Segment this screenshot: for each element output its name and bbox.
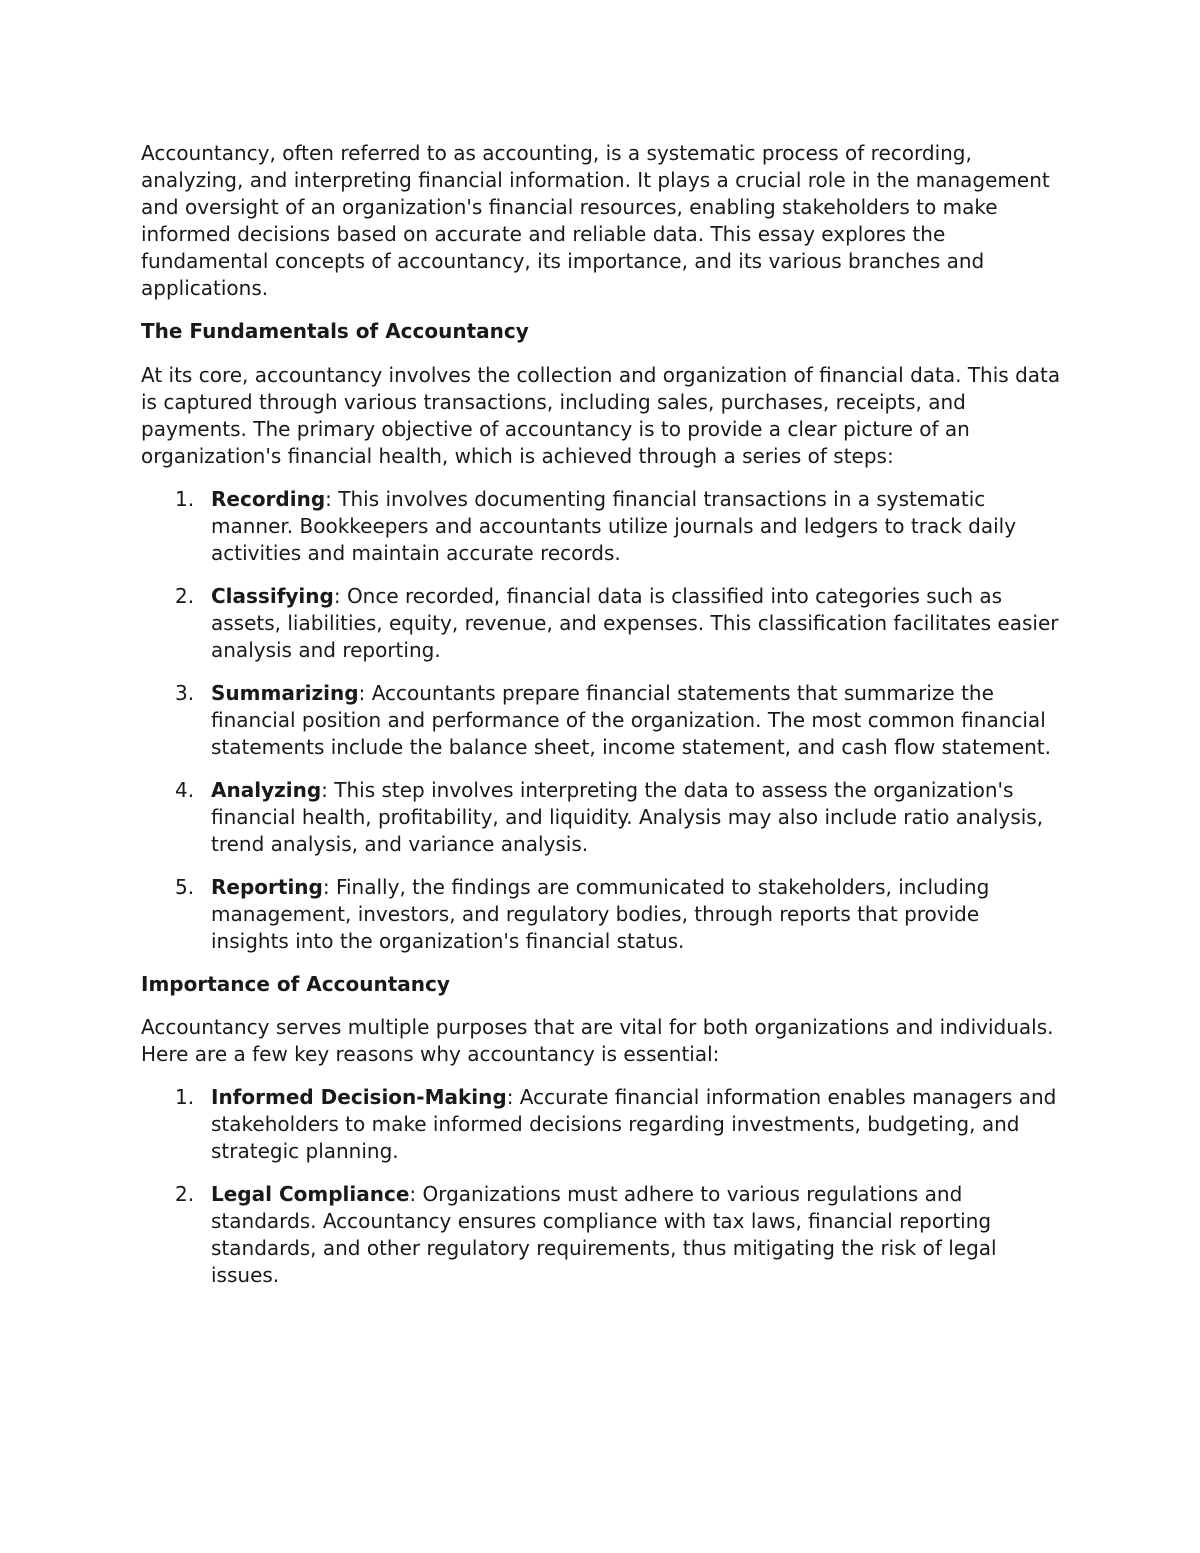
list-item-number: 1. [175, 487, 195, 511]
list-item [141, 1084, 1061, 1165]
list-item [141, 874, 1061, 955]
intro-paragraph: Accountancy, often referred to as accounting, is a systematic process of recording, analyzing, and interpreting financial information. It plays a crucial role in the management and oversight of an organization's financial resources, enabling stakeholders to make informed decisions based on accurate and reliable data. This essay explores the fundamental concepts of accountancy, its importance, and its various branches and applications. [141, 141, 1050, 300]
list-item-term: Analyzing [211, 778, 322, 802]
list-item-term: Legal Compliance [211, 1182, 410, 1206]
list-item-term: Recording [211, 487, 326, 511]
list-item-number: 5. [175, 875, 195, 899]
importance-paragraph: Accountancy serves multiple purposes that are vital for both organizations and individuals. Here are a few key reasons why accountancy is essential: [141, 1015, 1054, 1066]
section-heading-fundamentals: The Fundamentals of Accountancy [141, 319, 529, 343]
document-page [141, 140, 1061, 1289]
list-item [141, 680, 1061, 761]
list-item-term: Informed Decision-Making [211, 1085, 507, 1109]
list-item [141, 777, 1061, 858]
list-item-text: : Finally, the findings are communicated to stakeholders, including management, investors, and regulatory bodies, through reports that provide insights into the organization's financial status. [211, 875, 990, 953]
list-item-text: : Accurate financial information enables managers and stakeholders to make informed decisions regarding investments, budgeting, and strategic planning. [211, 1085, 1057, 1163]
list-item [141, 486, 1061, 567]
list-item-text: : This involves documenting financial transactions in a systematic manner. Bookkeepers and accountants utilize journals and ledgers to track daily activities and maintain accurate records. [211, 487, 1017, 565]
list-item-text: : This step involves interpreting the data to assess the organization's financial health, profitability, and liquidity. Analysis may also include ratio analysis, trend analysis, and variance analysis. [211, 778, 1044, 856]
fundamentals-paragraph: At its core, accountancy involves the collection and organization of financial data. This data is captured through various transactions, including sales, purchases, receipts, and payments. The primary objective of accountancy is to provide a clear picture of an organization's financial health, which is achieved through a series of steps: [141, 363, 1061, 468]
list-item-number: 2. [175, 584, 195, 608]
section-heading-importance: Importance of Accountancy [141, 972, 450, 996]
list-item-term: Summarizing [211, 681, 359, 705]
list-item [141, 1181, 1061, 1289]
list-item-number: 1. [175, 1085, 195, 1109]
list-item-number: 2. [175, 1182, 195, 1206]
list-item-number: 3. [175, 681, 195, 705]
fundamentals-steps-list [141, 486, 1061, 955]
list-item-term: Reporting [211, 875, 323, 899]
list-item [141, 583, 1061, 664]
importance-reasons-list [141, 1084, 1061, 1289]
list-item-text: : Accountants prepare financial statements that summarize the financial position and performance of the organization. The most common financial statements include the balance sheet, income statement, and cash flow statement. [211, 681, 1051, 759]
list-item-text: : Organizations must adhere to various regulations and standards. Accountancy ensures compliance with tax laws, financial reporting standards, and other regulatory requirements, thus mitigating the risk of legal issues. [211, 1182, 997, 1287]
list-item-text: : Once recorded, financial data is classified into categories such as assets, liabilities, equity, revenue, and expenses. This classification facilitates easier analysis and reporting. [211, 584, 1059, 662]
list-item-number: 4. [175, 778, 195, 802]
list-item-term: Classifying [211, 584, 334, 608]
